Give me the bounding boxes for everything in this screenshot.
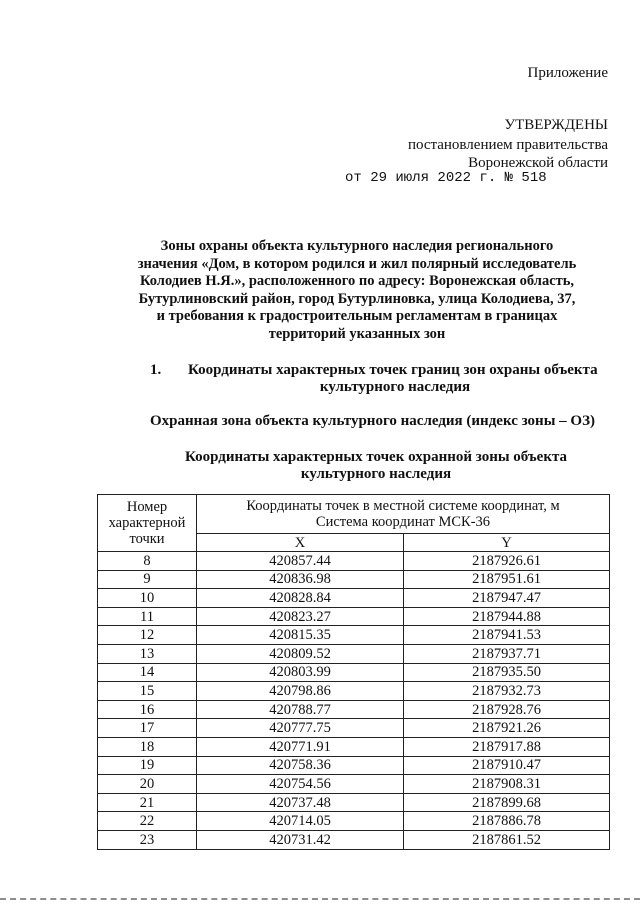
point-number-cell: 19	[98, 756, 197, 775]
table-row	[98, 626, 610, 645]
appendix-label: Приложение	[527, 65, 608, 81]
header-y: Y	[404, 534, 610, 552]
x-coordinate-cell: 420754.56	[197, 775, 404, 794]
y-coordinate-cell: 2187917.88	[404, 737, 610, 756]
point-number-cell: 14	[98, 663, 197, 682]
x-coordinate-cell: 420815.35	[197, 626, 404, 645]
header-coordinates-line-2: Система координат МСК-36	[315, 514, 491, 530]
point-number-cell: 16	[98, 700, 197, 719]
y-coordinate-cell: 2187928.76	[404, 700, 610, 719]
point-number-cell: 12	[98, 626, 197, 645]
approval-line-1: постановлением правительства	[407, 137, 608, 153]
point-number-cell: 18	[98, 737, 197, 756]
y-coordinate-cell: 2187937.71	[404, 644, 610, 663]
point-number-cell: 20	[98, 775, 197, 794]
y-coordinate-cell: 2187941.53	[404, 626, 610, 645]
x-coordinate-cell: 420777.75	[197, 719, 404, 738]
page-edge-divider	[0, 898, 640, 905]
y-coordinate-cell: 2187926.61	[404, 552, 610, 571]
x-coordinate-cell: 420758.36	[197, 756, 404, 775]
table-row	[98, 570, 610, 589]
title-line-3: Колодиев Н.Я.», расположенного по адресу: Воронежская область,	[139, 273, 575, 289]
approval-date: от 29 июля 2022 г. № 518	[345, 170, 547, 186]
x-coordinate-cell: 420731.42	[197, 830, 404, 849]
section-title	[188, 362, 602, 396]
x-coordinate-cell: 420798.86	[197, 682, 404, 701]
title-line-5: и требования к градостроительным регламентам в границах	[156, 308, 558, 324]
x-coordinate-cell: 420737.48	[197, 793, 404, 812]
table-heading	[96, 449, 640, 483]
table-row	[98, 589, 610, 608]
approval-title: УТВЕРЖДЕНЫ	[504, 117, 608, 133]
table-row	[98, 812, 610, 831]
x-coordinate-cell: 420823.27	[197, 607, 404, 626]
point-number-cell: 11	[98, 607, 197, 626]
title-line-6: территорий указанных зон	[268, 325, 446, 342]
y-coordinate-cell: 2187899.68	[404, 793, 610, 812]
x-coordinate-cell: 420803.99	[197, 663, 404, 682]
y-coordinate-cell: 2187935.50	[404, 663, 610, 682]
document-title	[108, 238, 606, 343]
x-coordinate-cell: 420714.05	[197, 812, 404, 831]
title-line-1: Зоны охраны объекта культурного наследия регионального	[160, 238, 554, 254]
section-title-line-1: Координаты характерных точек границ зон охраны объекта	[188, 362, 598, 378]
table-row	[98, 756, 610, 775]
table-row	[98, 644, 610, 663]
table-row	[98, 682, 610, 701]
point-number-cell: 17	[98, 719, 197, 738]
y-coordinate-cell: 2187944.88	[404, 607, 610, 626]
title-line-4: Бутурлиновский район, город Бутурлиновка, улица Колодиева, 37,	[138, 290, 576, 307]
approval-line-2: Воронежской области	[468, 155, 608, 171]
table-row	[98, 607, 610, 626]
y-coordinate-cell: 2187932.73	[404, 682, 610, 701]
y-coordinate-cell: 2187861.52	[404, 830, 610, 849]
point-number-cell: 21	[98, 793, 197, 812]
title-line-2: значения «Дом, в котором родился и жил полярный исследователь	[137, 255, 577, 272]
table-row	[98, 552, 610, 571]
section-number: 1.	[150, 362, 162, 378]
table-row	[98, 737, 610, 756]
table-row	[98, 700, 610, 719]
point-number-cell: 22	[98, 812, 197, 831]
x-coordinate-cell: 420857.44	[197, 552, 404, 571]
header-coordinates-line-1: Координаты точек в местной системе координат, м	[246, 498, 560, 514]
table-row	[98, 663, 610, 682]
table-heading-line-2: культурного наследия	[300, 466, 452, 482]
zone-heading: Охранная зона объекта культурного наследия (индекс зоны – ОЗ)	[150, 413, 595, 429]
x-coordinate-cell: 420788.77	[197, 700, 404, 719]
point-number-cell: 13	[98, 644, 197, 663]
y-coordinate-cell: 2187921.26	[404, 719, 610, 738]
section-title-line-2: культурного наследия	[319, 379, 471, 395]
coordinates-table	[97, 494, 610, 850]
table-row	[98, 719, 610, 738]
header-coordinates	[197, 495, 610, 534]
table-row	[98, 830, 610, 849]
point-number-cell: 9	[98, 570, 197, 589]
y-coordinate-cell: 2187910.47	[404, 756, 610, 775]
x-coordinate-cell: 420828.84	[197, 589, 404, 608]
y-coordinate-cell: 2187886.78	[404, 812, 610, 831]
x-coordinate-cell: 420836.98	[197, 570, 404, 589]
point-number-cell: 8	[98, 552, 197, 571]
table-row	[98, 793, 610, 812]
x-coordinate-cell: 420809.52	[197, 644, 404, 663]
point-number-cell: 23	[98, 830, 197, 849]
y-coordinate-cell: 2187947.47	[404, 589, 610, 608]
point-number-cell: 15	[98, 682, 197, 701]
point-number-cell: 10	[98, 589, 197, 608]
table-heading-line-1: Координаты характерных точек охранной зоны объекта	[184, 449, 568, 465]
y-coordinate-cell: 2187908.31	[404, 775, 610, 794]
x-coordinate-cell: 420771.91	[197, 737, 404, 756]
y-coordinate-cell: 2187951.61	[404, 570, 610, 589]
header-x: X	[197, 534, 404, 552]
table-row	[98, 775, 610, 794]
header-point-number: Номер характерной точки	[98, 495, 197, 552]
